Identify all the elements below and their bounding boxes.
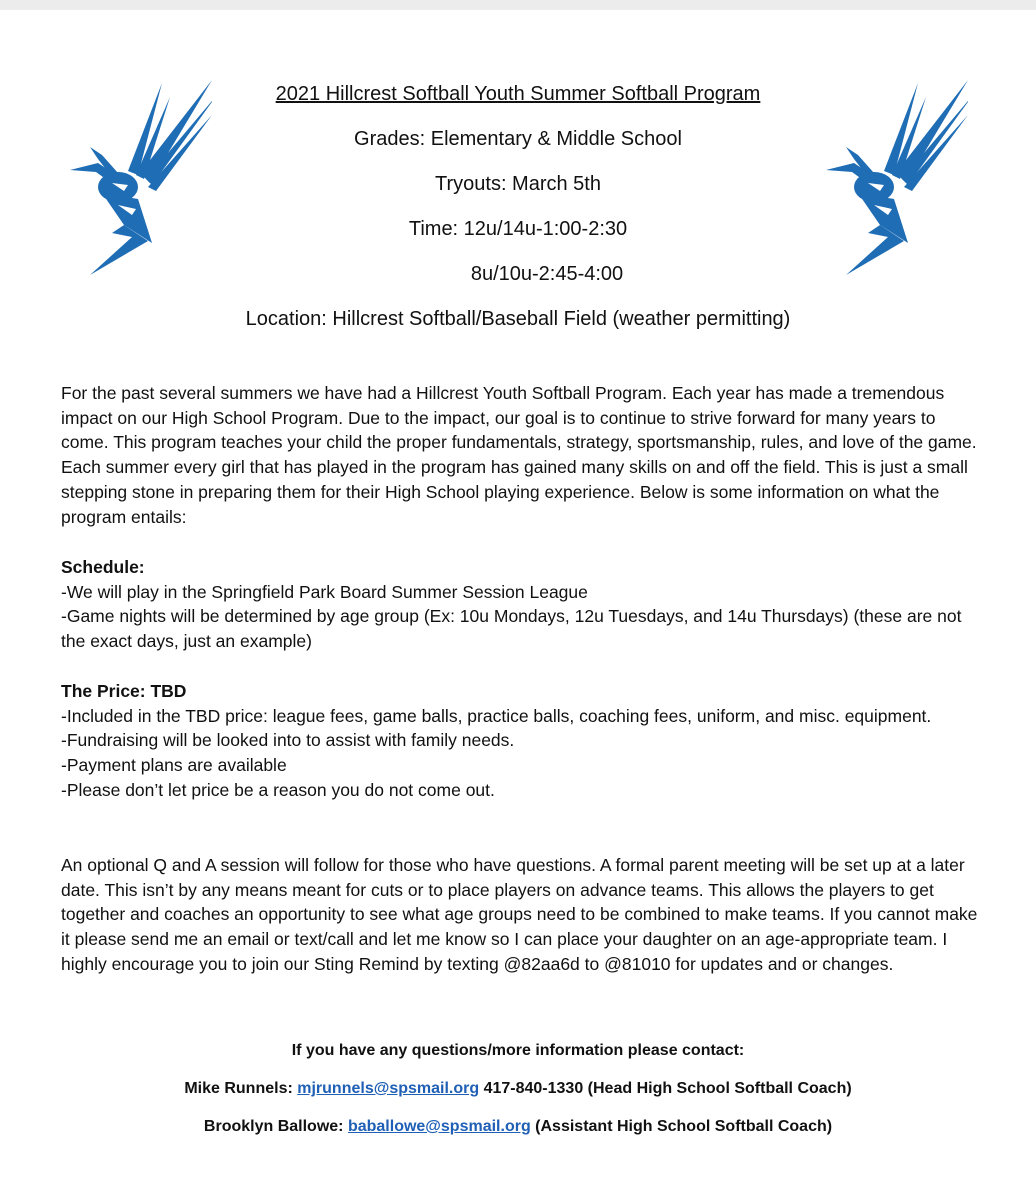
list-item: -We will play in the Springfield Park Board Summer Session League [61, 581, 588, 602]
list-item: -Included in the TBD price: league fees, game balls, practice balls, coaching fees, uniform, and misc. equipment. [61, 705, 932, 726]
closing-paragraph [61, 853, 986, 977]
contact-name: Mike Runnels: [184, 1080, 293, 1097]
page-title: 2021 Hillcrest Softball Youth Summer Softball Program [275, 83, 761, 105]
contact-intro: If you have any questions/more information please contact: [291, 1042, 745, 1059]
flyer-header [0, 72, 1036, 342]
email-link[interactable]: baballowe@spsmail.org [347, 1118, 531, 1135]
contact-section [0, 1040, 1036, 1154]
top-bar [0, 0, 1036, 10]
intro-text: For the past several summers we have had a Hillcrest Youth Softball Program. Each year has made a tremendous impact on our High School Program. Due to the impact, our goal is to continue to strive forward for many years to come. This program teaches your child the proper fundamentals, strategy, sportsmanship, rules, and love of the game. Each summer every girl that has played in the program has gained many skills on and off the field. This is just a small stepping stone in preparing them for their High School playing experience. Below is some information on what the program entails: [61, 383, 977, 527]
location-line: Location: Hillcrest Softball/Baseball Field (weather permitting) [245, 308, 791, 330]
contact-row [0, 1116, 1036, 1154]
list-item: -Please don’t let price be a reason you do not come out. [61, 779, 495, 800]
contact-row [0, 1078, 1036, 1116]
closing-text: An optional Q and A session will follow for those who have questions. A formal parent meeting will be set up at a later date. This isn’t by any means meant for cuts or to place players on advance teams. This allows the players to get together and coaches an opportunity to see what age groups need to be combined to make teams. If you cannot make it please send me an email or text/call and let me know so I can place your daughter on an age-appropriate team. I highly encourage you to join our Sting Remind by texting @82aa6d to @81010 for updates and or changes. [61, 855, 978, 974]
tryouts-line: Tryouts: March 5th [435, 173, 601, 195]
grades-line: Grades: Elementary & Middle School [354, 128, 682, 150]
contact-details: 417-840-1330 (Head High School Softball Coach) [483, 1080, 852, 1097]
contact-details: (Assistant High School Softball Coach) [535, 1118, 833, 1135]
list-item: -Payment plans are available [61, 755, 287, 776]
email-link[interactable]: mjrunnels@spsmail.org [297, 1080, 480, 1097]
intro-paragraph [61, 381, 986, 529]
list-item: -Fundraising will be looked into to assist with family needs. [61, 730, 515, 751]
contact-name: Brooklyn Ballowe: [203, 1118, 344, 1135]
time-line-2: 8u/10u-2:45-4:00 [470, 263, 624, 285]
schedule-heading: Schedule: [61, 557, 145, 577]
list-item: -Game nights will be determined by age group (Ex: 10u Mondays, 12u Tuesdays, and 14u Thursdays) (these are not the exact days, just an example) [61, 606, 962, 652]
price-section [61, 679, 986, 803]
price-heading: The Price: TBD [61, 681, 187, 701]
schedule-section [61, 555, 986, 654]
time-line: Time: 12u/14u-1:00-2:30 [408, 218, 628, 240]
